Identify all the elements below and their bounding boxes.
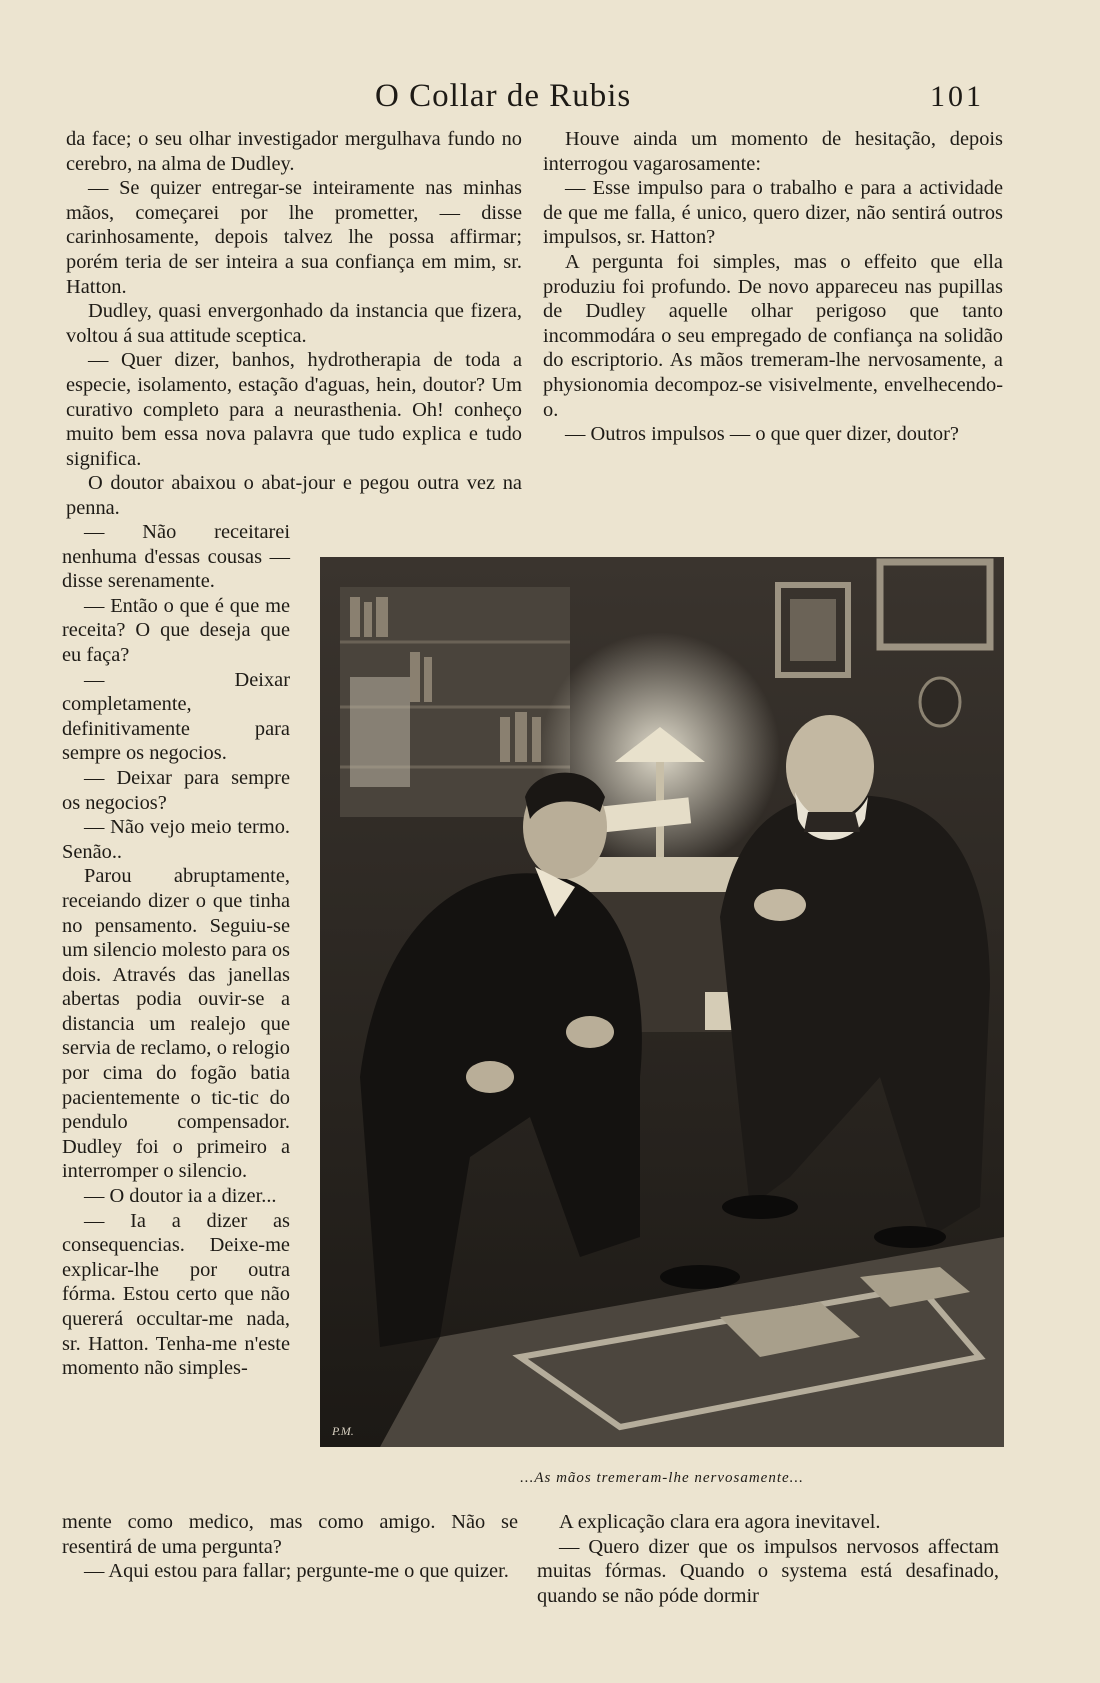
paragraph: — Deixar para sempre os negocios? <box>62 766 290 814</box>
paragraph: — Então o que é que me receita? O que deseja que eu faça? <box>62 594 290 666</box>
paragraph: — Quero dizer que os impulsos nervosos affectam muitas fórmas. Quando o systema está desafinado, quando se não póde dormir <box>537 1535 999 1607</box>
paragraph: — Ia a dizer as consequencias. Deixe-me explicar-lhe por outra fórma. Estou certo que não quererá occultar-me nada, sr. Hatton. Tenha-me n'este momento não simples- <box>62 1209 290 1380</box>
paragraph: mente como medico, mas como amigo. Não se resentirá de uma pergunta? <box>62 1511 518 1558</box>
running-head-title: O Collar de Rubis <box>375 78 632 114</box>
right-column-top <box>543 127 1003 447</box>
paragraph: — Deixar completamente, definitivamente para sempre os negocios. <box>62 668 290 765</box>
bottom-left-column <box>62 1510 518 1584</box>
paragraph: A explicação clara era agora inevitavel. <box>559 1511 881 1533</box>
paragraph: — Esse impulso para o trabalho e para a actividade de que me falla, é unico, quero dizer, não sentirá outros impulsos, sr. Hatton? <box>543 177 1003 249</box>
paragraph: O doutor abaixou o abat-jour e pegou outra vez na penna. <box>66 472 522 519</box>
paragraph: Houve ainda um momento de hesitação, depois interrogou vagarosamente: <box>543 128 1003 175</box>
paragraph: — O doutor ia a dizer... <box>84 1185 277 1208</box>
illustration-two-men-in-study <box>320 557 1004 1447</box>
paragraph: Dudley, quasi envergonhado da instancia que fizera, voltou á sua attitude sceptica. <box>66 300 522 347</box>
bottom-right-column <box>537 1510 999 1608</box>
paragraph: — Se quizer entregar-se inteiramente nas minhas mãos, começarei por lhe prometter, — disse carinhosamente, depois talvez lhe possa affirmar; porém teria de ser inteira a sua confiança em mim, sr. Hatton. <box>66 177 522 298</box>
artist-signature: P.M. <box>332 1424 354 1438</box>
left-column-top <box>66 127 522 521</box>
paragraph: — Não vejo meio termo. Senão.. <box>62 816 290 863</box>
paragraph: — Aqui estou para fallar; pergunte-me o que quizer. <box>84 1560 509 1583</box>
paragraph: — Não receitarei nenhuma d'essas cousas — disse serenamente. <box>62 521 290 593</box>
paragraph: Parou abruptamente, receiando dizer o que tinha no pensamento. Seguiu-se um silencio molesto para os dois. Através das janellas abertas podia ouvir-se a distancia um realejo que servia de reclamo, o relogio por cima do fogão batia pacientemente o tic-tic do pendulo compensador. Dudley foi o primeiro a interromper o silencio. <box>62 865 290 1183</box>
paragraph: — Outros impulsos — o que quer dizer, doutor? <box>565 423 959 446</box>
paragraph: A pergunta foi simples, mas o effeito que ella produziu foi profundo. De novo appareceu nas pupillas de Dudley aquelle olhar perigoso que tanto incommodára o seu empregado de confiança na solidão do escriptorio. As mãos tremeram-lhe nervosamente, a physionomia decompoz-se visivelmente, envelhecendo-o. <box>543 250 1003 421</box>
paragraph: — Quer dizer, banhos, hydrotherapia de toda a especie, isolamento, estação d'aguas, hein, doutor? Um curativo completo para a neurasthenia. Oh! conheço muito bem essa nova palavra que tudo explica e tudo significa. <box>66 349 522 470</box>
illustration-caption: ...As mãos tremeram-lhe nervosamente... <box>520 1470 804 1486</box>
illustration-drawing <box>320 557 1004 1447</box>
page-number: 101 <box>930 80 984 113</box>
left-narrow-column <box>62 520 290 1381</box>
paragraph: da face; o seu olhar investigador mergulhava fundo no cerebro, na alma de Dudley. <box>66 128 522 175</box>
